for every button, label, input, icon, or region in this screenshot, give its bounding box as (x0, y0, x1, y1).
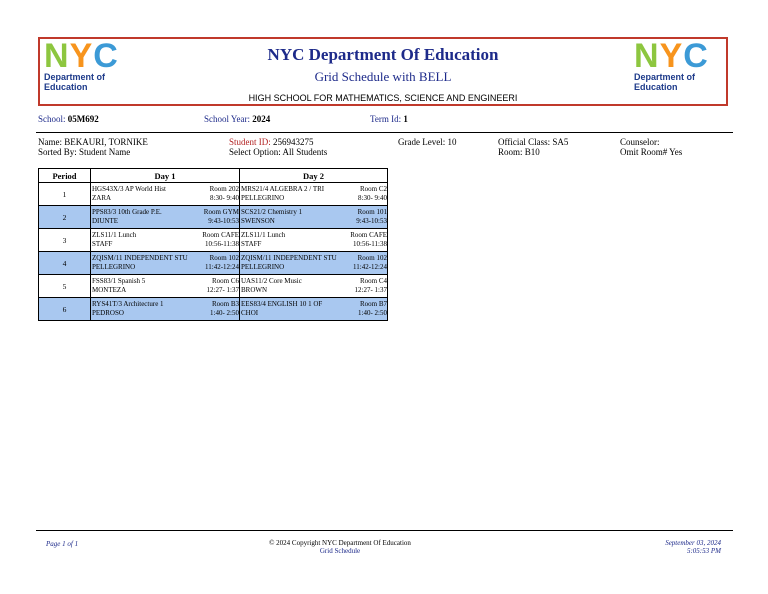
info-divider (36, 132, 733, 133)
class-block (498, 137, 568, 157)
class-time: 1:40- 2:50 (358, 309, 387, 317)
class-cell (91, 229, 240, 252)
official-class: Official Class: SA5 (498, 137, 569, 147)
term-field (370, 114, 408, 124)
teacher-name: PELLEGRINO (92, 263, 136, 271)
day-2-header: Day 2 (240, 169, 388, 183)
room-number: Room 102 (357, 254, 387, 262)
class-time: 11:42-12:24 (353, 263, 387, 271)
logo-letter-c: C (683, 37, 707, 75)
room-number: Room GYM (203, 208, 239, 216)
teacher-name: STAFF (241, 240, 262, 248)
schedule-row (39, 229, 388, 252)
class-time: 11:42-12:24 (205, 263, 239, 271)
omit-room: Omit Room# Yes (620, 147, 683, 157)
course-code: ZLS11/1 Lunch (92, 231, 137, 239)
class-time: 10:56-11:38 (353, 240, 387, 248)
course-code: ZLS11/1 Lunch (241, 231, 286, 239)
course-code: RYS41T/3 Architecture 1 (92, 300, 164, 308)
teacher-name: ZARA (92, 194, 112, 202)
print-time: 5:05:53 PM (686, 547, 721, 555)
day-1-header: Day 1 (91, 169, 240, 183)
logo-letter-y: Y (69, 37, 92, 75)
teacher-name: CHOI (241, 309, 259, 317)
class-cell (91, 206, 240, 229)
room-number: Room 101 (357, 208, 387, 216)
report-header (38, 37, 728, 106)
room-number: Room B3 (211, 300, 239, 308)
class-cell (240, 252, 388, 275)
student-name: Name: BEKAURI, TORNIKE (38, 137, 148, 147)
school-year-label: School Year: (204, 114, 251, 124)
class-cell (240, 298, 388, 321)
schedule-row (39, 275, 388, 298)
teacher-name: PELLEGRINO (241, 194, 285, 202)
class-cell (91, 252, 240, 275)
room-number: Room CAFE (202, 231, 239, 239)
select-option: Select Option: All Students (229, 147, 328, 157)
schedule-row (39, 298, 388, 321)
room-number: Room CAFE (350, 231, 387, 239)
logo-letter-n: N (634, 37, 658, 75)
period-number: 2 (39, 206, 91, 229)
class-cell (91, 298, 240, 321)
schedule-row (39, 252, 388, 275)
report-name: Grid Schedule (319, 547, 361, 555)
counselor-block (620, 137, 682, 157)
class-time: 10:56-11:38 (205, 240, 239, 248)
logo-letter-c: C (93, 37, 117, 75)
class-time: 1:40- 2:50 (210, 309, 239, 317)
course-code: SCS21/2 Chemistry 1 (241, 208, 303, 216)
teacher-name: BROWN (241, 286, 268, 294)
class-time: 8:30- 9:40 (358, 194, 387, 202)
schedule-row (39, 183, 388, 206)
footer-copyright-block (240, 539, 440, 555)
room-number: Room 102 (209, 254, 239, 262)
term-value: 1 (403, 114, 408, 124)
print-date: September 03, 2024 (665, 539, 721, 547)
class-cell (240, 206, 388, 229)
teacher-name: STAFF (92, 240, 113, 248)
page-number: Page 1 of 1 (46, 540, 79, 548)
grid-header-row (39, 169, 388, 183)
class-time: 9:43-10:53 (208, 217, 239, 225)
footer-divider (36, 530, 733, 531)
period-number: 3 (39, 229, 91, 252)
schedule-row (39, 206, 388, 229)
course-code: ZQISM/11 INDEPENDENT STU (92, 254, 188, 262)
school-value: 05M692 (67, 114, 99, 124)
school-year-field (204, 114, 270, 124)
student-id (229, 137, 327, 147)
school-name: HIGH SCHOOL FOR MATHEMATICS, SCIENCE AND ENGINEERI (248, 93, 518, 103)
nyc-doe-logo-right (634, 37, 718, 92)
logo-caption: Department of Education (634, 72, 696, 92)
course-code: ZQISM/11 INDEPENDENT STU (241, 254, 337, 262)
logo-letter-n: N (44, 37, 68, 75)
student-id-block (229, 137, 327, 157)
room-number: Room C2 (359, 185, 387, 193)
school-field (38, 114, 99, 124)
counselor: Counselor: (620, 137, 660, 147)
class-cell (91, 183, 240, 206)
report-subtitle: Grid Schedule with BELL (314, 69, 452, 84)
student-id-label: Student ID: (229, 137, 271, 147)
teacher-name: DIUNTE (92, 217, 119, 225)
course-code: HGS43X/3 AP World Hist (92, 185, 166, 193)
school-label: School: (38, 114, 66, 124)
period-number: 1 (39, 183, 91, 206)
room: Room: B10 (498, 147, 540, 157)
class-cell (240, 275, 388, 298)
class-time: 12:27- 1:37 (354, 286, 387, 294)
schedule-grid (38, 168, 388, 321)
teacher-name: PEDROSO (92, 309, 124, 317)
teacher-name: SWENSON (241, 217, 275, 225)
student-id-value: 256943275 (273, 137, 314, 147)
class-time: 9:43-10:53 (356, 217, 387, 225)
report-title: NYC Department Of Education (267, 45, 499, 64)
teacher-name: PELLEGRINO (241, 263, 285, 271)
period-header: Period (39, 169, 91, 183)
period-number: 6 (39, 298, 91, 321)
class-time: 12:27- 1:37 (206, 286, 239, 294)
logo-caption: Department of Education (44, 72, 106, 92)
period-number: 5 (39, 275, 91, 298)
school-year-value: 2024 (252, 114, 271, 124)
period-number: 4 (39, 252, 91, 275)
sorted-by: Sorted By: Student Name (38, 147, 131, 157)
print-timestamp (665, 539, 721, 555)
course-code: PPS83/3 10th Grade P.E. (92, 208, 162, 216)
room-number: Room C6 (211, 277, 239, 285)
term-label: Term Id: (370, 114, 402, 124)
course-code: EES83/4 ENGLISH 10 1 OF (241, 300, 323, 308)
course-code: UAS11/2 Core Music (241, 277, 302, 285)
class-time: 8:30- 9:40 (210, 194, 239, 202)
class-cell (91, 275, 240, 298)
room-number: Room C4 (359, 277, 387, 285)
class-cell (240, 183, 388, 206)
course-code: MRS21/4 ALGEBRA 2 / TRI (241, 185, 325, 193)
student-name-block (38, 137, 148, 157)
course-code: FSS83/1 Spanish 5 (92, 277, 146, 285)
logo-letter-y: Y (659, 37, 682, 75)
class-cell (240, 229, 388, 252)
copyright: © 2024 Copyright NYC Department Of Education (269, 539, 411, 547)
room-number: Room B7 (359, 300, 387, 308)
grade-level: Grade Level: 10 (398, 137, 457, 147)
teacher-name: MONTEZA (92, 286, 127, 294)
room-number: Room 202 (209, 185, 239, 193)
